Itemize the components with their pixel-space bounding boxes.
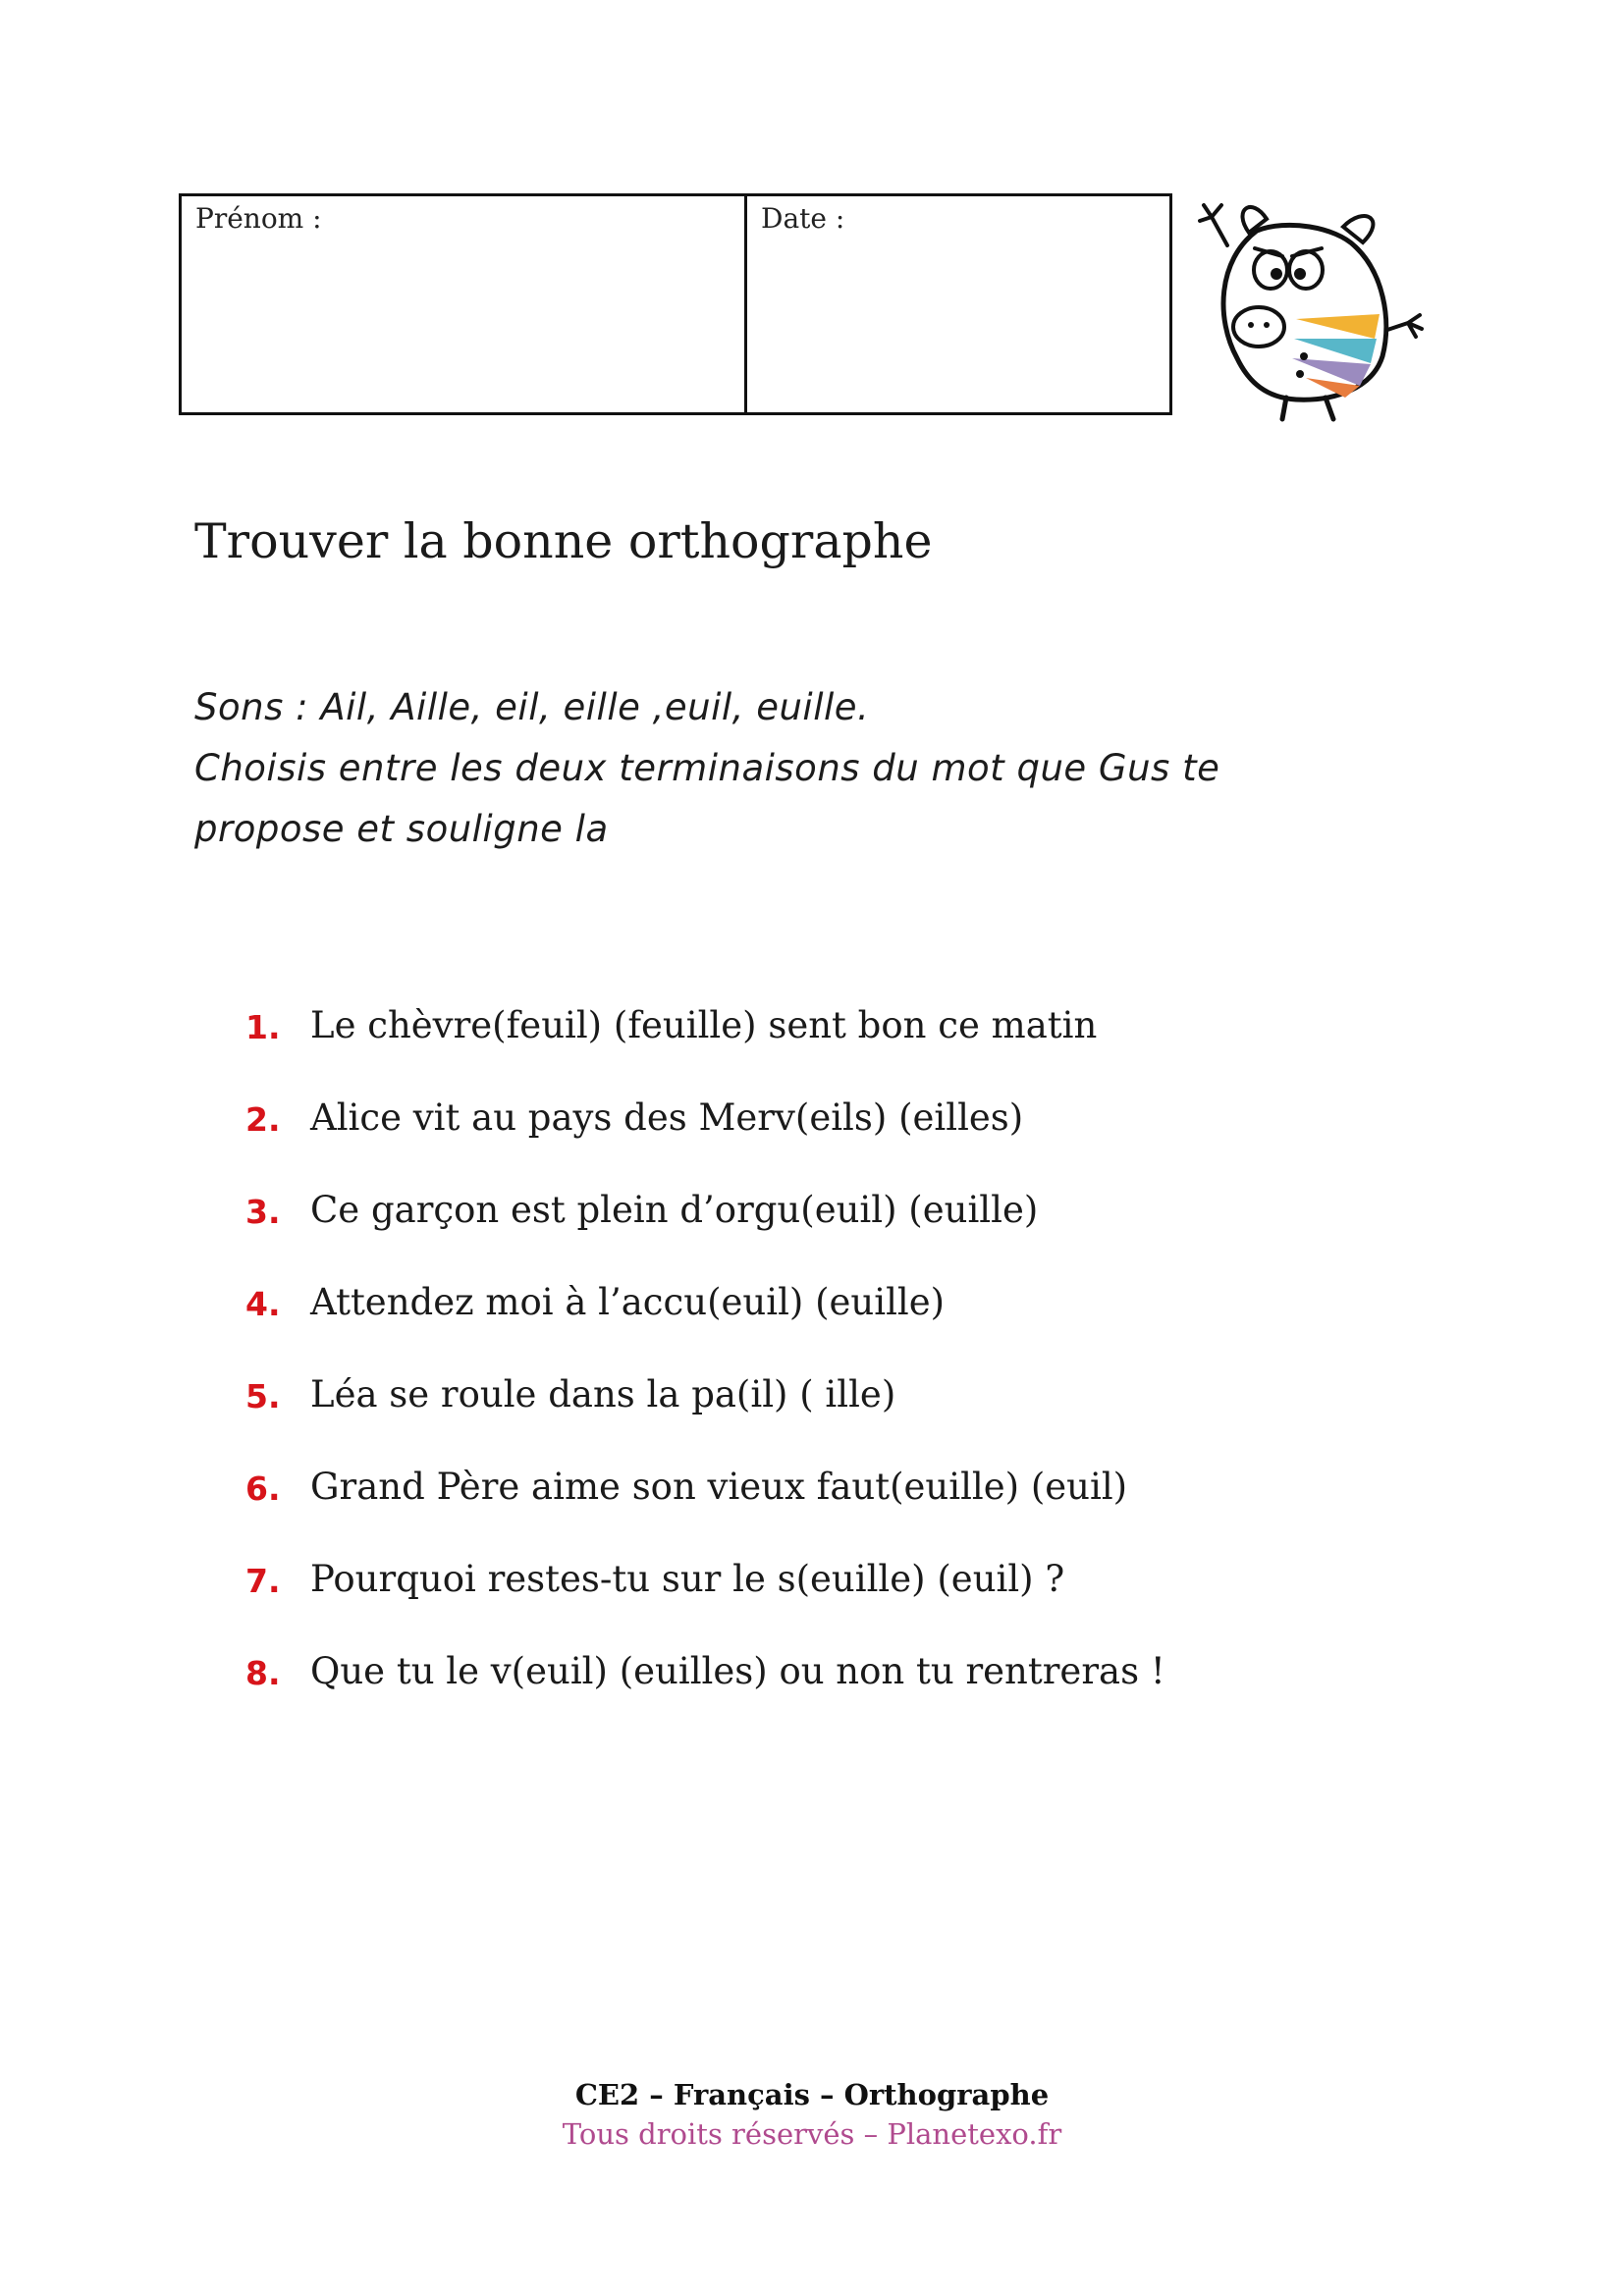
exercise-text: Pourquoi restes-tu sur le s(euille) (euil) ? bbox=[310, 1558, 1065, 1600]
exercise-item[interactable] bbox=[245, 1281, 1165, 1373]
footer-subject: CE2 – Français – Orthographe bbox=[574, 2078, 1050, 2111]
name-field[interactable] bbox=[182, 196, 747, 412]
exercise-text: Alice vit au pays des Merv(eils) (eilles) bbox=[310, 1096, 1024, 1139]
instruction-line-sounds: Sons : Ail, Aille, eil, eille ,euil, euille. bbox=[194, 686, 870, 728]
instructions bbox=[194, 677, 1373, 860]
exercise-item[interactable] bbox=[245, 1558, 1165, 1650]
page-title: Trouver la bonne orthographe bbox=[194, 513, 933, 569]
exercise-item[interactable] bbox=[245, 1004, 1165, 1096]
exercise-item[interactable] bbox=[245, 1466, 1165, 1558]
name-label: Prénom : bbox=[195, 202, 322, 235]
date-label: Date : bbox=[761, 202, 845, 235]
exercise-item[interactable] bbox=[245, 1096, 1165, 1189]
exercise-text: Grand Père aime son vieux faut(euille) (euil) bbox=[310, 1466, 1128, 1508]
exercise-number: 7. bbox=[245, 1562, 281, 1600]
exercise-number: 5. bbox=[245, 1377, 281, 1415]
exercise-number: 4. bbox=[245, 1285, 281, 1323]
exercise-item[interactable] bbox=[245, 1650, 1165, 1742]
exercise-text: Que tu le v(euil) (euilles) ou non tu rentreras ! bbox=[310, 1650, 1165, 1692]
exercise-text: Léa se roule dans la pa(il) ( ille) bbox=[310, 1373, 896, 1415]
exercise-item[interactable] bbox=[245, 1189, 1165, 1281]
exercise-item[interactable] bbox=[245, 1373, 1165, 1466]
instruction-line-underline: propose et souligne la bbox=[194, 808, 609, 850]
exercise-text: Le chèvre(feuil) (feuille) sent bon ce matin bbox=[310, 1004, 1098, 1046]
exercise-text: Ce garçon est plein d’orgu(euil) (euille) bbox=[310, 1189, 1039, 1231]
exercise-text: Attendez moi à l’accu(euil) (euille) bbox=[310, 1281, 946, 1323]
instruction-line-choose: Choisis entre les deux terminaisons du mot que Gus te bbox=[194, 747, 1220, 789]
exercise-number: 2. bbox=[245, 1100, 281, 1139]
exercise-number: 8. bbox=[245, 1654, 281, 1692]
exercise-number: 3. bbox=[245, 1193, 281, 1231]
footer-copyright: Tous droits réservés – Planetexo.fr bbox=[562, 2117, 1062, 2151]
exercise-number: 6. bbox=[245, 1469, 281, 1508]
exercise-list bbox=[245, 1004, 1165, 1742]
sheep-mascot-icon bbox=[1198, 191, 1424, 422]
name-date-box bbox=[179, 193, 1172, 415]
exercise-number: 1. bbox=[245, 1008, 281, 1046]
date-field[interactable] bbox=[747, 196, 1169, 412]
